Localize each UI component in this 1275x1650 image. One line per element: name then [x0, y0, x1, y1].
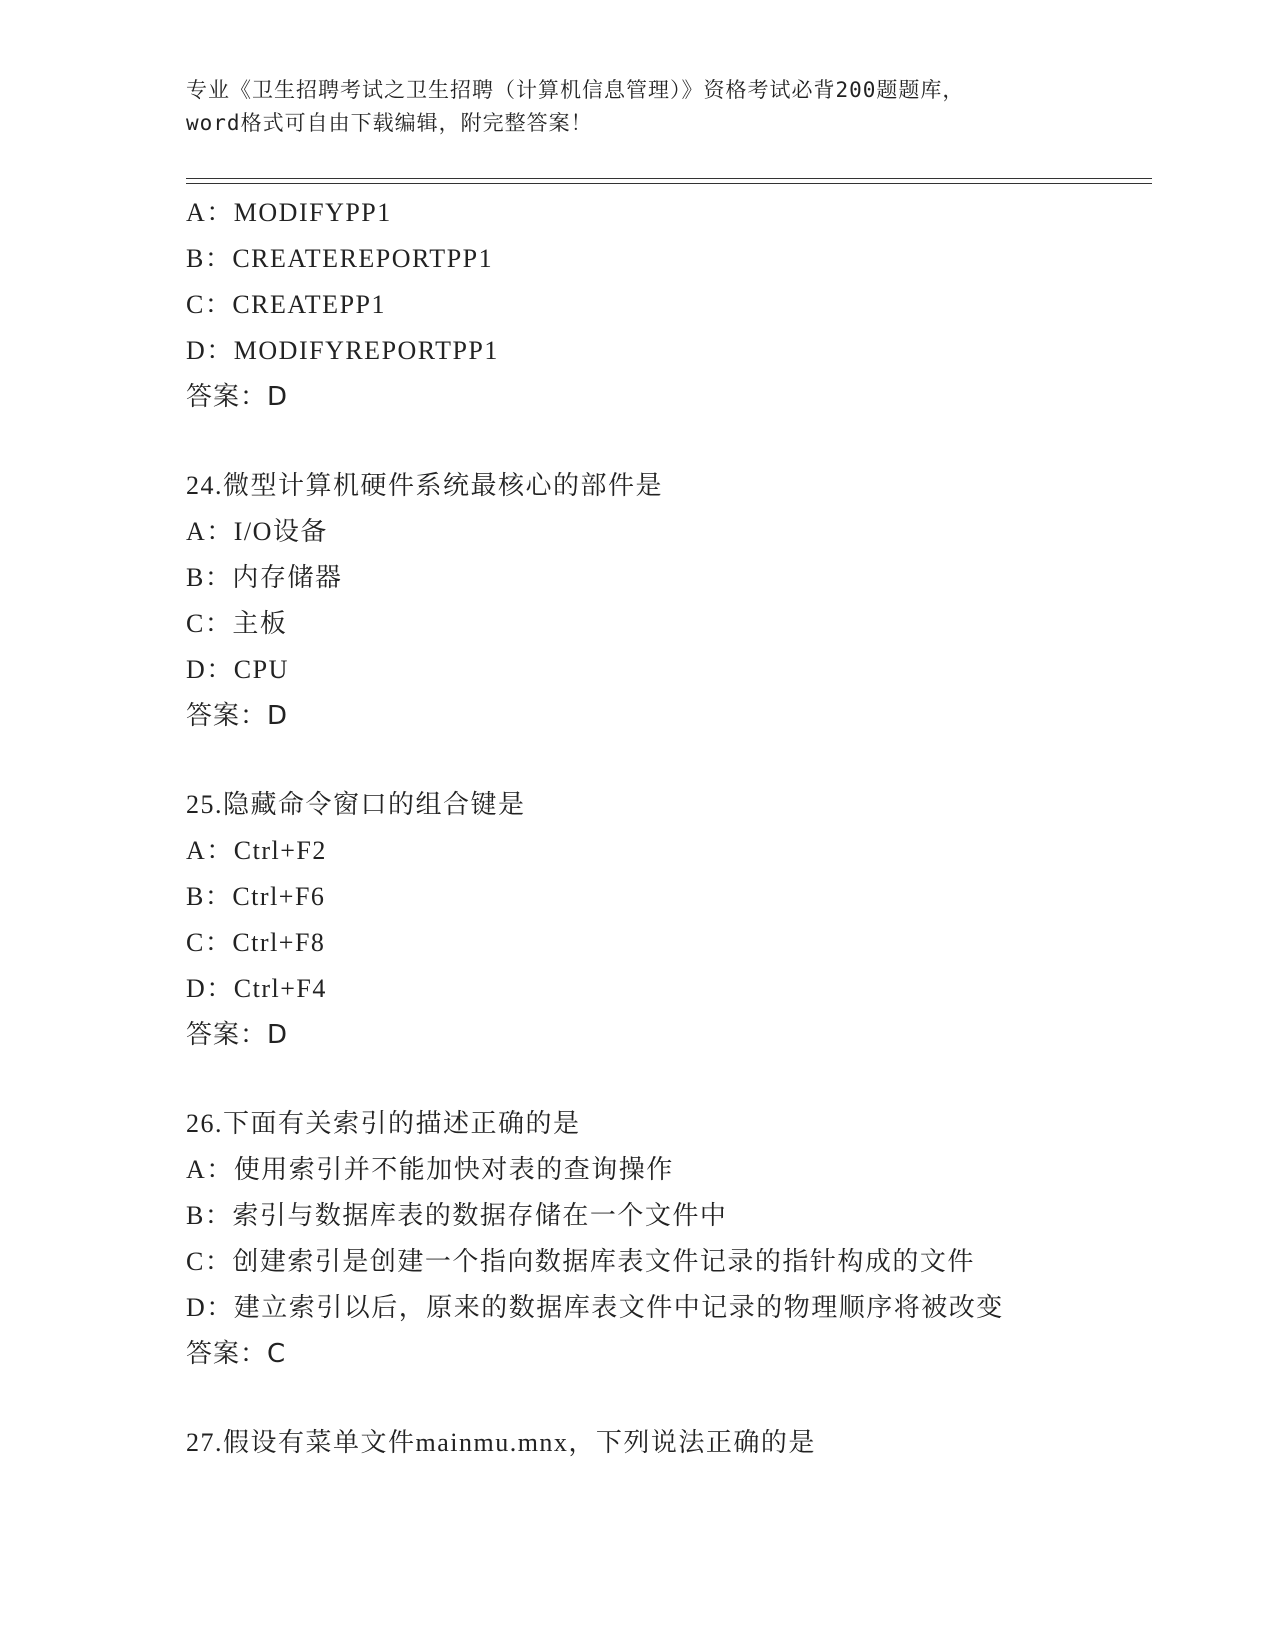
question-24 [186, 463, 1186, 739]
question-list [186, 190, 1186, 1466]
answer: 答案：D [186, 1020, 289, 1050]
option-c: C：CREATEPP1 [186, 290, 386, 319]
option-a: A：MODIFYPP1 [186, 198, 392, 227]
option-d: D：Ctrl+F4 [186, 974, 327, 1003]
option-d: D：CPU [186, 655, 289, 684]
option-d: D：MODIFYREPORTPP1 [186, 336, 499, 365]
option-c: C：主板 [186, 609, 288, 638]
question-stem: 27.假设有菜单文件mainmu.mnx，下列说法正确的是 [186, 1428, 816, 1457]
header-divider-bottom [186, 183, 1152, 184]
answer: 答案：C [186, 1339, 287, 1369]
question-27 [186, 1420, 1186, 1466]
question-23-partial [186, 190, 1186, 420]
option-b: B：内存储器 [186, 563, 343, 592]
question-stem: 25.隐藏命令窗口的组合键是 [186, 790, 526, 819]
option-a: A：使用索引并不能加快对表的查询操作 [186, 1155, 674, 1184]
question-26 [186, 1101, 1186, 1377]
header-divider-top [186, 178, 1152, 179]
option-c: C：创建索引是创建一个指向数据库表文件记录的指针构成的文件 [186, 1247, 975, 1276]
option-a: A：Ctrl+F2 [186, 836, 327, 865]
answer: 答案：D [186, 382, 289, 412]
option-d: D：建立索引以后，原来的数据库表文件中记录的物理顺序将被改变 [186, 1293, 1004, 1322]
option-a: A：I/O设备 [186, 517, 328, 546]
question-stem: 24.微型计算机硬件系统最核心的部件是 [186, 471, 664, 500]
answer: 答案：D [186, 701, 289, 731]
header-line-1: 专业《卫生招聘考试之卫生招聘（计算机信息管理）》资格考试必背200题题库， [186, 78, 965, 102]
question-25 [186, 782, 1186, 1058]
option-c: C：Ctrl+F8 [186, 928, 326, 957]
question-stem: 26.下面有关索引的描述正确的是 [186, 1109, 581, 1138]
header-line-2: word格式可自由下载编辑，附完整答案！ [186, 111, 593, 135]
option-b: B：索引与数据库表的数据存储在一个文件中 [186, 1201, 728, 1230]
option-b: B：CREATEREPORTPP1 [186, 244, 494, 273]
option-b: B：Ctrl+F6 [186, 882, 326, 911]
document-header [186, 74, 1086, 140]
